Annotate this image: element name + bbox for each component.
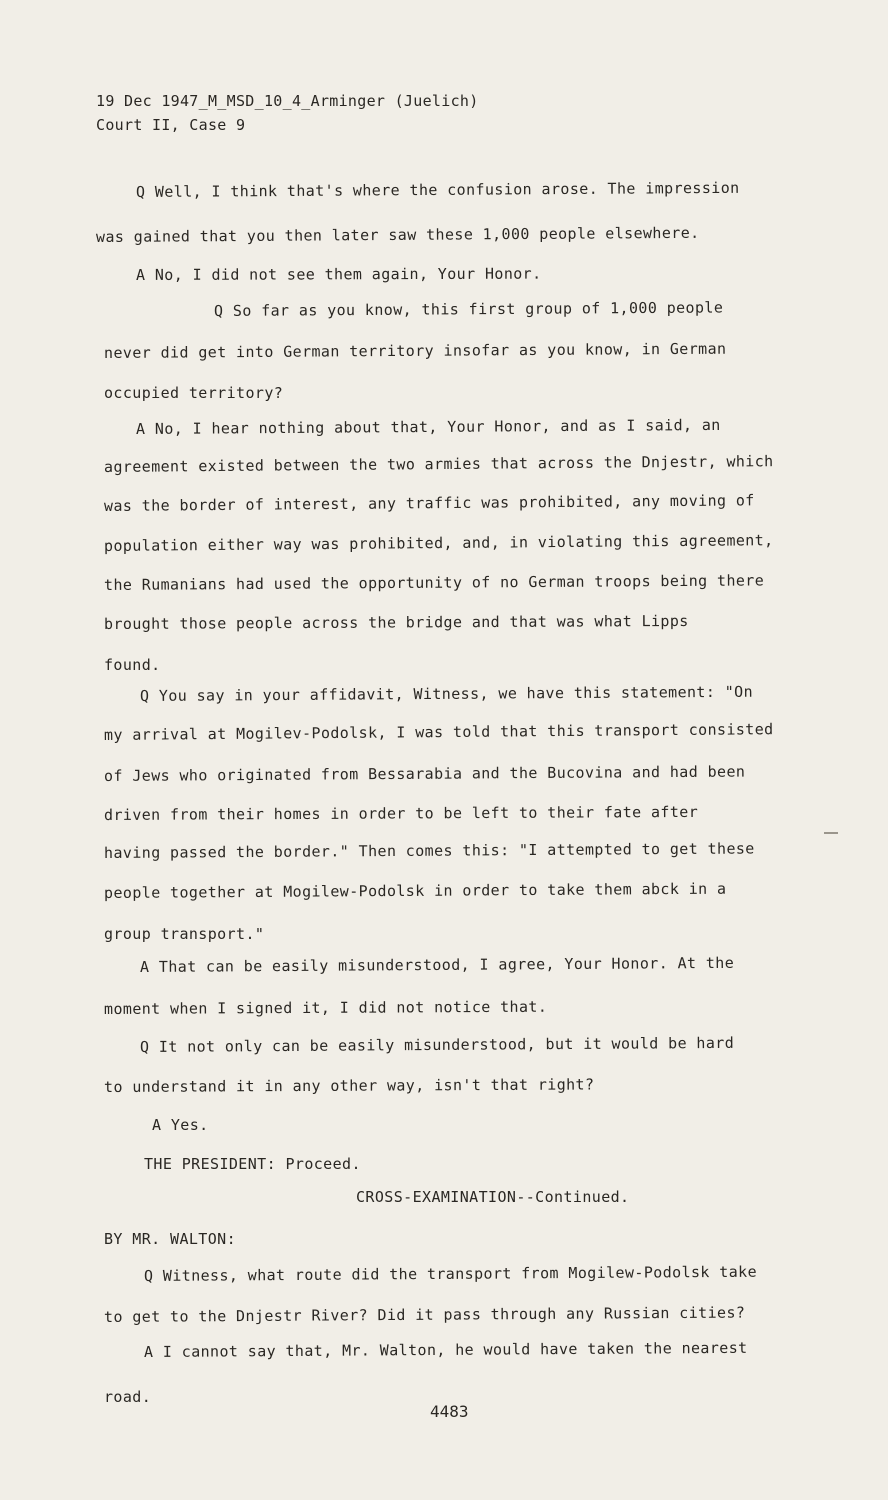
- transcript-line: to understand it in any other way, isn't that right?: [103, 1075, 595, 1096]
- transcript-line: road.: [104, 1388, 152, 1406]
- transcript-line: having passed the border." Then comes this: "I attempted to get these: [103, 839, 755, 862]
- transcript-line: my arrival at Mogilev-Podolsk, I was told that this transport consisted: [103, 720, 774, 744]
- transcript-line: group transport.": [104, 925, 265, 943]
- page-number: 4483: [430, 1402, 469, 1421]
- transcript-line: A That can be easily misunderstood, I agree, Your Honor. At the: [139, 953, 735, 976]
- header-line-2: Court II, Case 9: [96, 116, 246, 134]
- transcript-line: driven from their homes in order to be left to their fate after: [103, 802, 699, 824]
- transcript-line: CROSS-EXAMINATION--Continued.: [356, 1188, 630, 1206]
- transcript-line: Q Witness, what route did the transport from Mogilew-Podolsk take: [143, 1262, 758, 1285]
- transcript-line: A Yes.: [152, 1116, 209, 1134]
- transcript-line: never did get into German territory insofar as you know, in German: [103, 339, 727, 362]
- transcript-line: people together at Mogilew-Podolsk in order to take them abck in a: [103, 879, 727, 902]
- transcript-line: A No, I did not see them again, Your Honor.: [135, 264, 542, 284]
- transcript-line: BY MR. WALTON:: [104, 1230, 237, 1248]
- transcript-line: Q Well, I think that's where the confusion arose. The impression: [135, 178, 740, 201]
- transcript-line: A I cannot say that, Mr. Walton, he would have taken the nearest: [143, 1338, 748, 1361]
- transcript-line: moment when I signed it, I did not notice that.: [103, 997, 548, 1018]
- transcript-line: was gained that you then later saw these 1,000 people elsewhere.: [95, 223, 700, 246]
- transcript-line: of Jews who originated from Bessarabia and the Bucovina and had been: [103, 762, 746, 785]
- transcript-line: Q So far as you know, this first group of 1,000 people: [213, 298, 724, 320]
- transcript-line: occupied territory?: [104, 384, 284, 402]
- transcript-line: A No, I hear nothing about that, Your Honor, and as I said, an: [135, 415, 721, 438]
- transcript-line: THE PRESIDENT: Proceed.: [144, 1155, 361, 1173]
- transcript-line: Q You say in your affidavit, Witness, we have this statement: "On: [139, 682, 754, 705]
- transcript-line: was the border of interest, any traffic was prohibited, any moving of: [103, 491, 755, 515]
- transcript-line: found.: [104, 656, 161, 674]
- transcript-line: population either way was prohibited, and, in violating this agreement,: [103, 531, 774, 555]
- transcript-line: brought those people across the bridge and that was what Lipps: [103, 611, 689, 633]
- transcript-line: to get to the Dnjestr River? Did it pass through any Russian cities?: [103, 1303, 746, 1326]
- margin-mark: [824, 832, 838, 834]
- transcript-line: the Rumanians had used the opportunity of no German troops being there: [103, 571, 765, 594]
- transcript-line: Q It not only can be easily misunderstood, but it would be hard: [139, 1033, 735, 1056]
- transcript-line: agreement existed between the two armies that across the Dnjestr, which: [103, 452, 774, 476]
- header-line-1: 19 Dec 1947_M_MSD_10_4_Arminger (Juelich): [96, 92, 479, 110]
